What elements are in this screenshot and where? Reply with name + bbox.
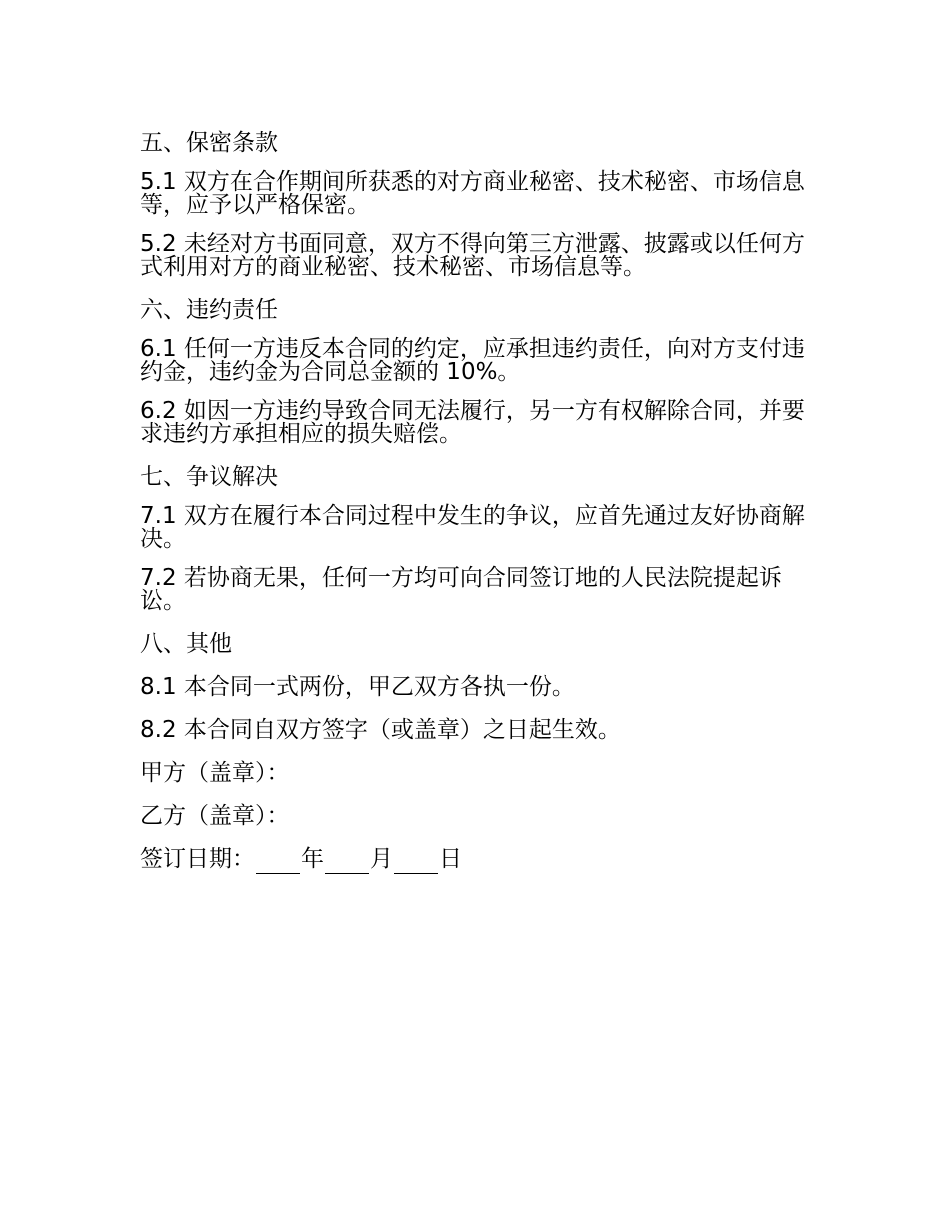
contract-page xyxy=(140,128,808,887)
year-blank xyxy=(256,851,300,874)
clause-8-2: 8.2 本合同自双方签字（或盖章）之日起生效。 xyxy=(140,717,621,743)
signing-date-label: 签订日期： xyxy=(140,846,255,872)
signing-date-line xyxy=(140,844,808,874)
clause-6-1: 6.1 任何一方违反本合同的约定，应承担违约责任，向对方支付违约金，违约金为合同总金额的 10%。 xyxy=(140,336,805,385)
clause-7-2: 7.2 若协商无果，任何一方均可向合同签订地的人民法院提起诉讼。 xyxy=(140,565,782,614)
section-heading-confidentiality: 五、保密条款 xyxy=(140,130,278,156)
clause-5-1: 5.1 双方在合作期间所获悉的对方商业秘密、技术秘密、市场信息等，应予以严格保密。 xyxy=(140,169,805,218)
party-a-signature-line: 甲方（盖章）： xyxy=(140,760,290,786)
clause-6-2: 6.2 如因一方违约导致合同无法履行，另一方有权解除合同，并要求违约方承担相应的损失赔偿。 xyxy=(140,398,805,447)
day-blank xyxy=(394,851,438,874)
section-heading-liability: 六、违约责任 xyxy=(140,297,278,323)
month-label: 月 xyxy=(370,846,393,872)
party-b-signature-line: 乙方（盖章）： xyxy=(140,803,290,829)
clause-7-1: 7.1 双方在履行本合同过程中发生的争议，应首先通过友好协商解决。 xyxy=(140,503,805,552)
clause-8-1: 8.1 本合同一式两份，甲乙双方各执一份。 xyxy=(140,674,575,700)
day-label: 日 xyxy=(439,846,462,872)
month-blank xyxy=(325,851,369,874)
year-label: 年 xyxy=(301,846,324,872)
clause-5-2: 5.2 未经对方书面同意，双方不得向第三方泄露、披露或以任何方式利用对方的商业秘密、技术秘密、市场信息等。 xyxy=(140,231,805,280)
section-heading-other: 八、其他 xyxy=(140,631,232,657)
section-heading-disputes: 七、争议解决 xyxy=(140,464,278,490)
